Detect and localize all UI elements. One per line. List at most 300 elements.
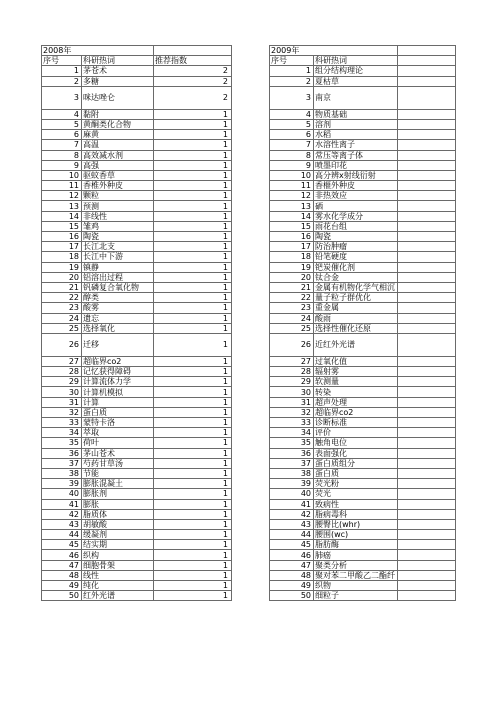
- empty-cell[interactable]: [398, 272, 456, 282]
- recommend-score-2008[interactable]: 1: [154, 519, 232, 529]
- hot-term-2009[interactable]: 硒: [314, 201, 398, 211]
- hot-term-2008[interactable]: 节能: [82, 468, 154, 478]
- row-number-2009[interactable]: 26: [270, 333, 314, 356]
- hot-term-2008[interactable]: 香椎外种皮: [82, 181, 154, 191]
- recommend-score-2008[interactable]: 1: [154, 448, 232, 458]
- empty-cell[interactable]: [398, 232, 456, 242]
- recommend-score-2008[interactable]: 1: [154, 468, 232, 478]
- hot-term-2009[interactable]: 重金属: [314, 303, 398, 313]
- row-number-2008[interactable]: 18: [42, 252, 82, 262]
- spacer-cell[interactable]: [232, 86, 270, 109]
- hot-term-2008[interactable]: 结实期: [82, 540, 154, 550]
- hot-term-2008[interactable]: 咪达唑仑: [82, 86, 154, 109]
- row-number-2008[interactable]: 29: [42, 377, 82, 387]
- hot-term-2009[interactable]: 细粒子: [314, 591, 398, 601]
- row-number-2009[interactable]: 32: [270, 407, 314, 417]
- year-2008-cell[interactable]: 2008年: [42, 46, 82, 56]
- empty-cell[interactable]: [398, 581, 456, 591]
- hot-term-2008[interactable]: 线性: [82, 570, 154, 580]
- row-number-2008[interactable]: 1: [42, 66, 82, 76]
- spacer-cell[interactable]: [232, 242, 270, 252]
- hot-term-2009[interactable]: 腰臀比(whr): [314, 519, 398, 529]
- recommend-score-2008[interactable]: 1: [154, 356, 232, 366]
- recommend-score-2008[interactable]: 1: [154, 550, 232, 560]
- empty-cell[interactable]: [398, 367, 456, 377]
- hot-term-2008[interactable]: 遗忘: [82, 313, 154, 323]
- row-number-2008[interactable]: 21: [42, 282, 82, 292]
- hot-term-2009[interactable]: 致病性: [314, 499, 398, 509]
- hot-term-2008[interactable]: 长江中下游: [82, 252, 154, 262]
- recommend-score-2008[interactable]: 1: [154, 397, 232, 407]
- hot-term-2009[interactable]: 过氧化值: [314, 356, 398, 366]
- row-number-2008[interactable]: 2: [42, 76, 82, 86]
- empty-cell[interactable]: [398, 313, 456, 323]
- row-number-2008[interactable]: 22: [42, 293, 82, 303]
- empty-cell[interactable]: [398, 591, 456, 601]
- recommend-score-2008[interactable]: 1: [154, 591, 232, 601]
- hot-term-2009[interactable]: 雾水化学成分: [314, 211, 398, 221]
- spacer-cell[interactable]: [232, 232, 270, 242]
- empty-cell[interactable]: [398, 407, 456, 417]
- row-number-2008[interactable]: 15: [42, 221, 82, 231]
- spacer-cell[interactable]: [232, 201, 270, 211]
- recommend-score-2008[interactable]: 1: [154, 407, 232, 417]
- spacer-cell[interactable]: [232, 499, 270, 509]
- hot-term-2008[interactable]: 记忆获得障碍: [82, 367, 154, 377]
- row-number-2009[interactable]: 30: [270, 387, 314, 397]
- hot-term-2008[interactable]: 茅苍术: [82, 66, 154, 76]
- hot-term-2008[interactable]: 陶瓷: [82, 232, 154, 242]
- recommend-score-2008[interactable]: 1: [154, 428, 232, 438]
- spacer-cell[interactable]: [232, 140, 270, 150]
- row-number-2009[interactable]: 48: [270, 570, 314, 580]
- row-number-2009[interactable]: 17: [270, 242, 314, 252]
- empty-cell[interactable]: [398, 489, 456, 499]
- empty-cell[interactable]: [398, 282, 456, 292]
- hot-term-2008[interactable]: 茅山苍术: [82, 448, 154, 458]
- recommend-score-2008[interactable]: 1: [154, 570, 232, 580]
- recommend-score-2008[interactable]: 1: [154, 211, 232, 221]
- spacer-cell[interactable]: [232, 489, 270, 499]
- row-number-2008[interactable]: 27: [42, 356, 82, 366]
- recommend-score-2008[interactable]: 2: [154, 86, 232, 109]
- header-no-2008[interactable]: 序号: [42, 56, 82, 66]
- recommend-score-2008[interactable]: 1: [154, 323, 232, 333]
- row-number-2009[interactable]: 15: [270, 221, 314, 231]
- row-number-2008[interactable]: 10: [42, 170, 82, 180]
- row-number-2009[interactable]: 6: [270, 130, 314, 140]
- empty-cell[interactable]: [398, 262, 456, 272]
- hot-term-2009[interactable]: 量子粒子群优化: [314, 293, 398, 303]
- hot-term-2009[interactable]: 聚类分析: [314, 560, 398, 570]
- hot-term-2009[interactable]: 水稻: [314, 130, 398, 140]
- hot-term-2009[interactable]: 蛋白质: [314, 468, 398, 478]
- row-number-2009[interactable]: 31: [270, 397, 314, 407]
- row-number-2008[interactable]: 50: [42, 591, 82, 601]
- recommend-score-2008[interactable]: 1: [154, 530, 232, 540]
- spacer-cell[interactable]: [232, 356, 270, 366]
- row-number-2009[interactable]: 7: [270, 140, 314, 150]
- hot-term-2009[interactable]: 辐射雾: [314, 367, 398, 377]
- empty-cell[interactable]: [398, 211, 456, 221]
- row-number-2008[interactable]: 38: [42, 468, 82, 478]
- row-number-2008[interactable]: 26: [42, 333, 82, 356]
- recommend-score-2008[interactable]: 1: [154, 458, 232, 468]
- hot-term-2009[interactable]: 诊断标准: [314, 418, 398, 428]
- empty-cell[interactable]: [398, 150, 456, 160]
- row-number-2009[interactable]: 33: [270, 418, 314, 428]
- hot-term-2008[interactable]: 膨胀: [82, 499, 154, 509]
- empty-cell[interactable]: [398, 530, 456, 540]
- hot-term-2009[interactable]: 触角电位: [314, 438, 398, 448]
- empty-cell[interactable]: [398, 140, 456, 150]
- row-number-2008[interactable]: 47: [42, 560, 82, 570]
- hot-term-2009[interactable]: 溶剂: [314, 119, 398, 129]
- row-number-2008[interactable]: 23: [42, 303, 82, 313]
- hot-term-2009[interactable]: 常压等离子体: [314, 150, 398, 160]
- hot-term-2009[interactable]: 选择性催化还原: [314, 323, 398, 333]
- row-number-2009[interactable]: 25: [270, 323, 314, 333]
- spacer-cell[interactable]: [232, 519, 270, 529]
- row-number-2009[interactable]: 20: [270, 272, 314, 282]
- row-number-2009[interactable]: 49: [270, 581, 314, 591]
- hot-term-2008[interactable]: 醇类: [82, 293, 154, 303]
- empty-cell[interactable]: [398, 458, 456, 468]
- row-number-2009[interactable]: 4: [270, 109, 314, 119]
- recommend-score-2008[interactable]: 1: [154, 282, 232, 292]
- hot-term-2009[interactable]: 钛合金: [314, 272, 398, 282]
- empty-cell[interactable]: [398, 323, 456, 333]
- spacer-cell[interactable]: [232, 181, 270, 191]
- hot-term-2009[interactable]: 蛋白质组分: [314, 458, 398, 468]
- hot-term-2008[interactable]: 驱蚊香草: [82, 170, 154, 180]
- row-number-2008[interactable]: 24: [42, 313, 82, 323]
- recommend-score-2008[interactable]: 1: [154, 181, 232, 191]
- row-number-2008[interactable]: 12: [42, 191, 82, 201]
- empty-cell[interactable]: [398, 428, 456, 438]
- spacer-cell[interactable]: [232, 262, 270, 272]
- hot-term-2009[interactable]: 聚对苯二甲酸乙二酯纤: [314, 570, 398, 580]
- empty-cell[interactable]: [398, 66, 456, 76]
- hot-term-2009[interactable]: 喷墨印花: [314, 160, 398, 170]
- spacer-cell[interactable]: [232, 438, 270, 448]
- empty-cell[interactable]: [398, 540, 456, 550]
- spacer-cell[interactable]: [232, 581, 270, 591]
- spacer-cell[interactable]: [232, 458, 270, 468]
- hot-term-2008[interactable]: 黏附: [82, 109, 154, 119]
- hot-term-2008[interactable]: 酸雾: [82, 303, 154, 313]
- hot-term-2009[interactable]: 超临界co2: [314, 407, 398, 417]
- spacer-cell[interactable]: [232, 367, 270, 377]
- row-number-2009[interactable]: 36: [270, 448, 314, 458]
- recommend-score-2008[interactable]: 1: [154, 201, 232, 211]
- row-number-2008[interactable]: 45: [42, 540, 82, 550]
- recommend-score-2008[interactable]: 1: [154, 232, 232, 242]
- row-number-2009[interactable]: 18: [270, 252, 314, 262]
- hot-term-2009[interactable]: 钯炭催化剂: [314, 262, 398, 272]
- spacer-cell[interactable]: [232, 130, 270, 140]
- hot-term-2008[interactable]: 镇静: [82, 262, 154, 272]
- row-number-2008[interactable]: 6: [42, 130, 82, 140]
- spacer-cell[interactable]: [232, 76, 270, 86]
- row-number-2009[interactable]: 8: [270, 150, 314, 160]
- spacer-cell[interactable]: [232, 530, 270, 540]
- hot-term-2009[interactable]: 物质基础: [314, 109, 398, 119]
- recommend-score-2008[interactable]: 1: [154, 313, 232, 323]
- row-number-2009[interactable]: 14: [270, 211, 314, 221]
- recommend-score-2008[interactable]: 1: [154, 581, 232, 591]
- recommend-score-2008[interactable]: 1: [154, 170, 232, 180]
- hot-term-2008[interactable]: 颗粒: [82, 191, 154, 201]
- row-number-2009[interactable]: 27: [270, 356, 314, 366]
- hot-term-2008[interactable]: 计算: [82, 397, 154, 407]
- spacer-cell[interactable]: [232, 191, 270, 201]
- recommend-score-2008[interactable]: 2: [154, 66, 232, 76]
- row-number-2009[interactable]: 21: [270, 282, 314, 292]
- hot-term-2008[interactable]: 雏鸡: [82, 221, 154, 231]
- spacer-cell[interactable]: [232, 479, 270, 489]
- spacer-cell[interactable]: [232, 119, 270, 129]
- hot-term-2008[interactable]: 长江北支: [82, 242, 154, 252]
- empty-cell[interactable]: [398, 160, 456, 170]
- recommend-score-2008[interactable]: 1: [154, 367, 232, 377]
- hot-term-2009[interactable]: 香榧外种皮: [314, 181, 398, 191]
- row-number-2009[interactable]: 43: [270, 519, 314, 529]
- recommend-score-2008[interactable]: 1: [154, 387, 232, 397]
- hot-term-2008[interactable]: 纯化: [82, 581, 154, 591]
- row-number-2008[interactable]: 5: [42, 119, 82, 129]
- recommend-score-2008[interactable]: 1: [154, 499, 232, 509]
- recommend-score-2008[interactable]: 1: [154, 221, 232, 231]
- row-number-2008[interactable]: 28: [42, 367, 82, 377]
- hot-term-2008[interactable]: 高效减水剂: [82, 150, 154, 160]
- empty-cell[interactable]: [398, 303, 456, 313]
- row-number-2009[interactable]: 10: [270, 170, 314, 180]
- recommend-score-2008[interactable]: 1: [154, 160, 232, 170]
- empty-cell[interactable]: [398, 86, 456, 109]
- spacer-cell[interactable]: [232, 221, 270, 231]
- empty-cell[interactable]: [398, 519, 456, 529]
- row-number-2008[interactable]: 46: [42, 550, 82, 560]
- hot-term-2009[interactable]: 金属有机物化学气相沉: [314, 282, 398, 292]
- empty-cell[interactable]: [398, 252, 456, 262]
- spacer-cell[interactable]: [232, 323, 270, 333]
- spacer-cell[interactable]: [232, 550, 270, 560]
- recommend-score-2008[interactable]: 1: [154, 293, 232, 303]
- hot-term-2008[interactable]: 细胞骨架: [82, 560, 154, 570]
- hot-term-2008[interactable]: 蒙特卡洛: [82, 418, 154, 428]
- hot-term-2008[interactable]: 膨胀混凝土: [82, 479, 154, 489]
- row-number-2009[interactable]: 50: [270, 591, 314, 601]
- hot-term-2009[interactable]: 近红外光谱: [314, 333, 398, 356]
- hot-term-2009[interactable]: 转染: [314, 387, 398, 397]
- hot-term-2008[interactable]: 超临界co2: [82, 356, 154, 366]
- spacer-cell[interactable]: [232, 313, 270, 323]
- row-number-2008[interactable]: 20: [42, 272, 82, 282]
- empty-cell[interactable]: [398, 499, 456, 509]
- recommend-score-2008[interactable]: 1: [154, 191, 232, 201]
- recommend-score-2008[interactable]: 2: [154, 76, 232, 86]
- row-number-2008[interactable]: 35: [42, 438, 82, 448]
- row-number-2009[interactable]: 5: [270, 119, 314, 129]
- spacer-cell[interactable]: [232, 282, 270, 292]
- spacer-cell[interactable]: [232, 170, 270, 180]
- empty-cell[interactable]: [398, 479, 456, 489]
- hot-term-2009[interactable]: 夏枯草: [314, 76, 398, 86]
- hot-term-2008[interactable]: 预测: [82, 201, 154, 211]
- hot-term-2008[interactable]: 胡敏酸: [82, 519, 154, 529]
- row-number-2008[interactable]: 17: [42, 242, 82, 252]
- hot-term-2008[interactable]: 钒磷复合氧化物: [82, 282, 154, 292]
- spacer-cell[interactable]: [232, 303, 270, 313]
- hot-term-2008[interactable]: 铝溶出过程: [82, 272, 154, 282]
- hot-term-2009[interactable]: 脂肪酶: [314, 540, 398, 550]
- spacer-cell[interactable]: [232, 150, 270, 160]
- recommend-score-2008[interactable]: 1: [154, 540, 232, 550]
- row-number-2008[interactable]: 30: [42, 387, 82, 397]
- spacer-cell[interactable]: [232, 252, 270, 262]
- hot-term-2008[interactable]: 芍药甘草汤: [82, 458, 154, 468]
- hot-term-2009[interactable]: 南京: [314, 86, 398, 109]
- row-number-2009[interactable]: 44: [270, 530, 314, 540]
- hot-term-2008[interactable]: 计算机模拟: [82, 387, 154, 397]
- row-number-2008[interactable]: 49: [42, 581, 82, 591]
- hot-term-2008[interactable]: 缓凝剂: [82, 530, 154, 540]
- hot-term-2009[interactable]: 超声处理: [314, 397, 398, 407]
- row-number-2008[interactable]: 19: [42, 262, 82, 272]
- recommend-score-2008[interactable]: 1: [154, 109, 232, 119]
- hot-term-2009[interactable]: 高分辨x射线衍射: [314, 170, 398, 180]
- hot-term-2009[interactable]: 软测量: [314, 377, 398, 387]
- row-number-2009[interactable]: 23: [270, 303, 314, 313]
- row-number-2009[interactable]: 9: [270, 160, 314, 170]
- spacer-cell[interactable]: [232, 468, 270, 478]
- hot-term-2008[interactable]: 红外光谱: [82, 591, 154, 601]
- hot-term-2009[interactable]: 防治肿瘤: [314, 242, 398, 252]
- hot-term-2008[interactable]: 高温: [82, 140, 154, 150]
- row-number-2009[interactable]: 47: [270, 560, 314, 570]
- recommend-score-2008[interactable]: 1: [154, 479, 232, 489]
- row-number-2009[interactable]: 28: [270, 367, 314, 377]
- spacer-cell[interactable]: [232, 109, 270, 119]
- hot-term-2009[interactable]: 酸雨: [314, 313, 398, 323]
- empty-cell[interactable]: [398, 109, 456, 119]
- empty-cell[interactable]: [398, 191, 456, 201]
- row-number-2008[interactable]: 16: [42, 232, 82, 242]
- empty-cell[interactable]: [398, 560, 456, 570]
- spacer-cell[interactable]: [232, 211, 270, 221]
- row-number-2008[interactable]: 39: [42, 479, 82, 489]
- spacer-cell[interactable]: [232, 66, 270, 76]
- row-number-2009[interactable]: 16: [270, 232, 314, 242]
- row-number-2008[interactable]: 41: [42, 499, 82, 509]
- recommend-score-2008[interactable]: 1: [154, 560, 232, 570]
- hot-term-2008[interactable]: 麻黄: [82, 130, 154, 140]
- hot-term-2009[interactable]: 肺癌: [314, 550, 398, 560]
- row-number-2008[interactable]: 7: [42, 140, 82, 150]
- spacer-cell[interactable]: [232, 333, 270, 356]
- empty-cell[interactable]: [398, 468, 456, 478]
- row-number-2008[interactable]: 9: [42, 160, 82, 170]
- spacer-cell[interactable]: [232, 448, 270, 458]
- empty-cell[interactable]: [398, 418, 456, 428]
- recommend-score-2008[interactable]: 1: [154, 303, 232, 313]
- hot-term-2009[interactable]: 铅笔硬度: [314, 252, 398, 262]
- empty-cell[interactable]: [398, 377, 456, 387]
- hot-term-2009[interactable]: 脂病毒科: [314, 509, 398, 519]
- recommend-score-2008[interactable]: 1: [154, 333, 232, 356]
- empty-cell[interactable]: [398, 119, 456, 129]
- recommend-score-2008[interactable]: 1: [154, 262, 232, 272]
- spacer-cell[interactable]: [232, 591, 270, 601]
- row-number-2009[interactable]: 45: [270, 540, 314, 550]
- empty-cell[interactable]: [398, 201, 456, 211]
- row-number-2009[interactable]: 37: [270, 458, 314, 468]
- hot-term-2009[interactable]: 腰围(wc): [314, 530, 398, 540]
- hot-term-2008[interactable]: 膨胀剂: [82, 489, 154, 499]
- hot-term-2009[interactable]: 组分结构理论: [314, 66, 398, 76]
- row-number-2009[interactable]: 24: [270, 313, 314, 323]
- hot-term-2008[interactable]: 织构: [82, 550, 154, 560]
- empty-cell[interactable]: [398, 448, 456, 458]
- hot-term-2008[interactable]: 计算流体力学: [82, 377, 154, 387]
- row-number-2009[interactable]: 29: [270, 377, 314, 387]
- recommend-score-2008[interactable]: 1: [154, 150, 232, 160]
- row-number-2009[interactable]: 13: [270, 201, 314, 211]
- spacer-cell[interactable]: [232, 540, 270, 550]
- row-number-2008[interactable]: 34: [42, 428, 82, 438]
- hot-term-2008[interactable]: 多糖: [82, 76, 154, 86]
- row-number-2009[interactable]: 19: [270, 262, 314, 272]
- spacer-cell[interactable]: [232, 509, 270, 519]
- row-number-2009[interactable]: 39: [270, 479, 314, 489]
- row-number-2009[interactable]: 11: [270, 181, 314, 191]
- row-number-2008[interactable]: 48: [42, 570, 82, 580]
- spacer-cell[interactable]: [232, 377, 270, 387]
- hot-term-2009[interactable]: 评价: [314, 428, 398, 438]
- hot-term-2009[interactable]: 陶瓷: [314, 232, 398, 242]
- hot-term-2008[interactable]: 非线性: [82, 211, 154, 221]
- hot-term-2008[interactable]: 荷叶: [82, 438, 154, 448]
- row-number-2009[interactable]: 40: [270, 489, 314, 499]
- row-number-2009[interactable]: 12: [270, 191, 314, 201]
- spacer-cell[interactable]: [232, 428, 270, 438]
- empty-cell[interactable]: [398, 221, 456, 231]
- row-number-2009[interactable]: 2: [270, 76, 314, 86]
- recommend-score-2008[interactable]: 1: [154, 140, 232, 150]
- year-2009-cell[interactable]: 2009年: [270, 46, 314, 56]
- recommend-score-2008[interactable]: 1: [154, 252, 232, 262]
- recommend-score-2008[interactable]: 1: [154, 130, 232, 140]
- header-term-2008[interactable]: 科研热词: [82, 56, 154, 66]
- empty-cell[interactable]: [398, 293, 456, 303]
- empty-cell[interactable]: [398, 76, 456, 86]
- row-number-2009[interactable]: 22: [270, 293, 314, 303]
- row-number-2009[interactable]: 35: [270, 438, 314, 448]
- hot-term-2009[interactable]: 荧光: [314, 489, 398, 499]
- recommend-score-2008[interactable]: 1: [154, 509, 232, 519]
- row-number-2008[interactable]: 14: [42, 211, 82, 221]
- recommend-score-2008[interactable]: 1: [154, 242, 232, 252]
- spacer-cell[interactable]: [232, 397, 270, 407]
- empty-cell[interactable]: [398, 130, 456, 140]
- empty-cell[interactable]: [398, 387, 456, 397]
- spacer-cell[interactable]: [232, 293, 270, 303]
- empty-cell[interactable]: [398, 181, 456, 191]
- empty-cell[interactable]: [398, 438, 456, 448]
- hot-term-2009[interactable]: 织物: [314, 581, 398, 591]
- row-number-2009[interactable]: 3: [270, 86, 314, 109]
